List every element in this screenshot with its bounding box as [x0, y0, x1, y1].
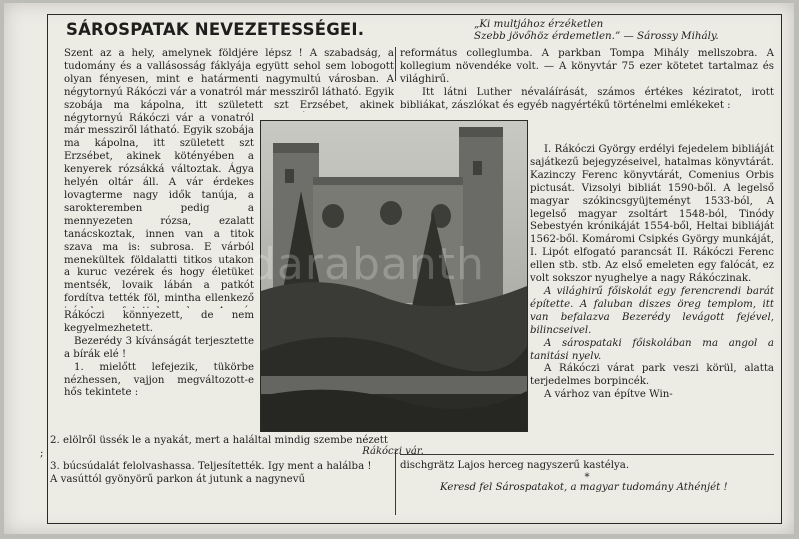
right-paragraph: A várhoz van építve Win- — [544, 389, 673, 401]
column-divider — [395, 47, 396, 81]
separator-star: * — [584, 471, 590, 483]
right-paragraph: I. Rákóczi György erdélyi fejedelem bibliáját sajátkezű bejegyzéseivel, hatalmas könyvtárát. Kazinczy Ferenc könyvtárát, Comenius Orbis pictusát. Vizsolyi bibliát 1590-ből. A legelső magyar szókincsgyüjteményt 1533-ból, A legelső magyar zsoltárt 1548-ból, Tinódy Sebestyén krónikáját 1554-ből, Heltai bibliáját 1562-ből. Komáromi Csipkés György munkáját, I. Lipót elfogató parancsát II. Rákóczi Ferenc ellen stb. stb. Az első emeleten egy falócát, ez volt sokszor nyughelye a nagy Rákóczinak. — [530, 144, 774, 285]
left-paragraph: Bezerédy 3 kívánságát terjesztette a bírák elé ! — [64, 335, 254, 360]
page-title: SÁROSPATAK NEVEZETESSÉGEI. — [66, 20, 365, 39]
rakoczi-castle-photo — [260, 120, 528, 432]
right-paragraph: református colleglumba. A parkban Tompa Mihály mellszobra. A kollegium növendéke volt. — A könyvtár 75 ezer kötetet tartalmaz és világhirű. — [400, 48, 774, 85]
postcard — [4, 3, 794, 534]
left-paragraph: 3. búcsúdalát felolvashassa. Teljesítették. Igy ment a halálba ! — [50, 460, 372, 472]
left-column-wrap — [64, 112, 254, 308]
left-paragraph — [64, 48, 394, 112]
photo-caption: Rákóczi vár. — [362, 446, 424, 457]
left-paragraph: 2. elölről üssék le a nyakát, mert a haláltal mindig szembe nézett ; — [40, 435, 388, 459]
left-text-1: Szent az a hely, amelynek földjére lépsz ! A szabadság, a tudomány és a vallásosság fáklyája együtt sehol sem lobogott olyan fényesen, mint e határmenti nagymultú városban. A négytornyú Rákóczi vár a vonatról már messziről látható. Egyik szobája ma kápolna, itt született szt Erzsébet, akinek — [64, 48, 394, 111]
motto-line-2: Szebb jövőhöz érdemetlen.” — Sárossy Mihály. — [474, 30, 719, 42]
closing-line: Keresd fel Sárospatakot, a magyar tudomány Athénjét ! — [440, 481, 728, 493]
right-paragraph: Itt látni Luther névaláírását, számos értékes kéziratot, irott bibliákat, zászlókat és egyéb nagyértékű történelmi emlékeket : — [400, 86, 774, 111]
left-column — [64, 48, 394, 112]
right-paragraph: dischgrätz Lajos herceg nagyszerű kastélya. — [400, 460, 630, 471]
left-paragraph: A vasúttól gyönyörű parkon át jutunk a nagynevű — [50, 473, 306, 485]
left-paragraph: 1. mielőtt lefejezik, tükörbe nézhessen, vajjon megváltozott-e hős tekintete : — [64, 361, 254, 399]
right-paragraph: A sárospataki főiskolában ma angol a tanitási nyelv. — [530, 337, 774, 362]
right-paragraph: A Rákóczi várat park veszi körül, alatta terjedelmes borpincék. — [530, 363, 774, 388]
right-column — [530, 144, 774, 402]
motto-quote — [474, 18, 774, 42]
bottom-right — [400, 460, 774, 495]
castle-image — [261, 121, 527, 431]
watermark: darabanth — [248, 239, 485, 290]
right-paragraph: A világhirű főiskolát egy ferencrendi barát építette. A faluban diszes öreg templom, itt van befalazva Bezerédy levágott fejével, bilincseivel. — [530, 285, 774, 336]
column-divider — [395, 450, 396, 515]
right-column-top — [400, 48, 774, 113]
left-column-lower — [64, 310, 254, 400]
motto-line-1: „Ki multjához érzéketlen — [474, 18, 604, 30]
left-paragraph-continued: négytornyú Rákóczi vár a vonatról már messziről látható. Egyik szobája ma kápolna, itt született szt Erzsébet, akinek kötényében a kenyerek rózsákká változtak. Ágya helyén oltár áll. A vár érdekes lovagterme nagy idők tanúja, a sarokteremben pedig a mennyezeten rózsa, ezalatt tanácskoztak, innen van a titok szava ma is: subrosa. E várból menekültek földalatti titkos utakon a kuruc vezérek és hogy életüket mentsék, lovaik lábán a patkót fordítva tették föl, mintha ellenkező — [64, 112, 254, 305]
left-paragraph: Rákóczi könnyezett, de nem kegyelmezhetett. — [64, 310, 254, 334]
left-column-bottom — [40, 435, 388, 487]
